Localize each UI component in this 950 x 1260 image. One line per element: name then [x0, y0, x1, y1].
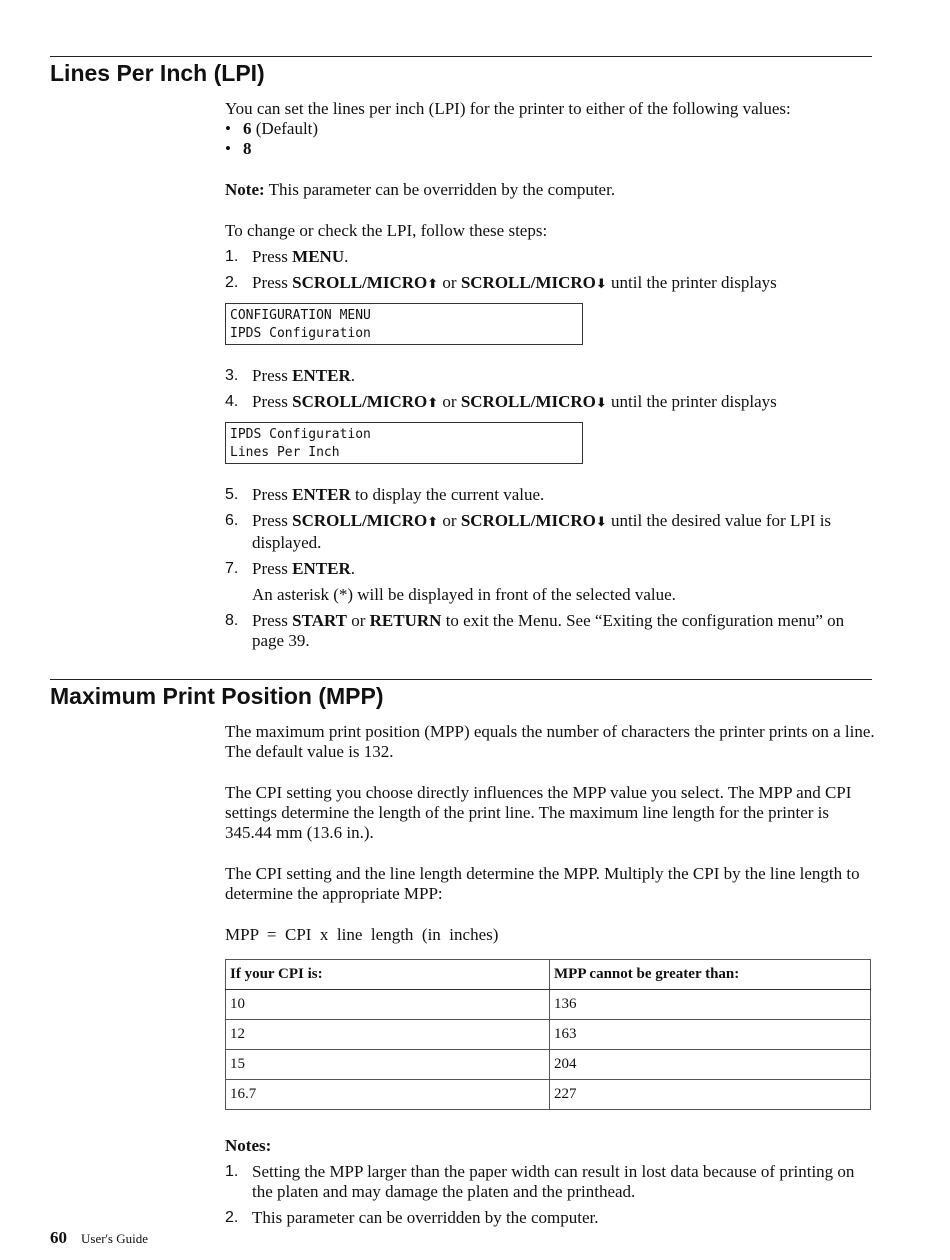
display-line: CONFIGURATION MENU [230, 308, 371, 323]
step-6: 6. Press SCROLL/MICRO⬆ or SCROLL/MICRO⬇ until the desired value for LPI is displayed. [225, 511, 832, 552]
table-cell: 10 [226, 990, 550, 1020]
arrow-down-icon: ⬇ [595, 396, 607, 411]
mpp-heading: Maximum Print Position (MPP) [50, 683, 384, 709]
step-7-detail: An asterisk (*) will be displayed in front of the selected value. [252, 585, 676, 604]
mpp-body [225, 722, 875, 1234]
mpp-formula: MPP = CPI x line length (in inches) [225, 925, 499, 944]
arrow-up-icon: ⬆ [427, 277, 439, 292]
display-panel [225, 422, 583, 464]
table-cell: 204 [550, 1050, 871, 1080]
page-number: 60 [50, 1228, 67, 1247]
lpi-heading: Lines Per Inch (LPI) [50, 60, 265, 86]
notes-label: Notes: [225, 1136, 272, 1155]
note-item: 1. Setting the MPP larger than the paper width can result in lost data because of printing on the platen and may damage the platen and the printhead. [225, 1162, 855, 1201]
table-cell: 16.7 [226, 1080, 550, 1110]
table-row [226, 1080, 871, 1110]
table-cell: 163 [550, 1020, 871, 1050]
table-row [226, 990, 871, 1020]
lpi-body [225, 99, 875, 657]
note-item: 2. This parameter can be overridden by the computer. [225, 1208, 599, 1227]
section-rule-lpi [50, 56, 872, 57]
table-cell: 136 [550, 990, 871, 1020]
table-row [226, 1020, 871, 1050]
step-8: 8. Press START or RETURN to exit the Menu. See “Exiting the configuration menu” on page 39. [225, 611, 845, 650]
lpi-intro: You can set the lines per inch (LPI) for the printer to either of the following values: [225, 99, 791, 118]
table-header-cell: If your CPI is: [226, 960, 550, 990]
table-cell: 12 [226, 1020, 550, 1050]
step-7: 7. Press ENTER. An asterisk (*) will be displayed in front of the selected value. [225, 559, 875, 605]
section-rule-mpp [50, 679, 872, 680]
arrow-down-icon: ⬇ [595, 277, 607, 292]
mpp-paragraph-3: The CPI setting and the line length determine the MPP. Multiply the CPI by the line length to determine the appropriate MPP: [225, 864, 860, 903]
arrow-up-icon: ⬆ [427, 515, 439, 530]
table-header-row [226, 960, 871, 990]
mpp-paragraph-2: The CPI setting you choose directly influences the MPP value you select. The MPP and CPI settings determine the length of the print line. The maximum line length for the printer is 345.44 mm (13.6 in.). [225, 783, 852, 842]
table-header-cell: MPP cannot be greater than: [550, 960, 871, 990]
mpp-paragraph-1: The maximum print position (MPP) equals the number of characters the printer prints on a line. The default value is 132. [225, 722, 875, 761]
table-cell: 227 [550, 1080, 871, 1110]
lpi-value-item: • 6 (Default) [225, 119, 875, 139]
display-line: Lines Per Inch [230, 444, 340, 460]
step-4: 4. Press SCROLL/MICRO⬆ or SCROLL/MICRO⬇ until the printer displays [225, 392, 777, 411]
page-footer [50, 1228, 148, 1248]
lpi-steps-intro: To change or check the LPI, follow these steps: [225, 221, 548, 240]
lpi-value-item: • 8 [225, 139, 875, 159]
step-3: 3. Press ENTER. [225, 366, 355, 385]
document-title: User's Guide [81, 1231, 148, 1246]
step-5: 5. Press ENTER to display the current value. [225, 485, 545, 504]
arrow-up-icon: ⬆ [427, 396, 439, 411]
step-2: 2. Press SCROLL/MICRO⬆ or SCROLL/MICRO⬇ until the printer displays [225, 273, 777, 292]
lpi-note: Note: This parameter can be overridden by the computer. [225, 180, 616, 199]
display-panel [225, 303, 583, 345]
display-line: IPDS Configuration [230, 427, 371, 442]
table-row [226, 1050, 871, 1080]
display-line: IPDS Configuration [230, 325, 371, 341]
arrow-down-icon: ⬇ [595, 515, 607, 530]
mpp-table [225, 959, 871, 1110]
table-cell: 15 [226, 1050, 550, 1080]
step-1: 1. Press MENU. [225, 247, 349, 266]
